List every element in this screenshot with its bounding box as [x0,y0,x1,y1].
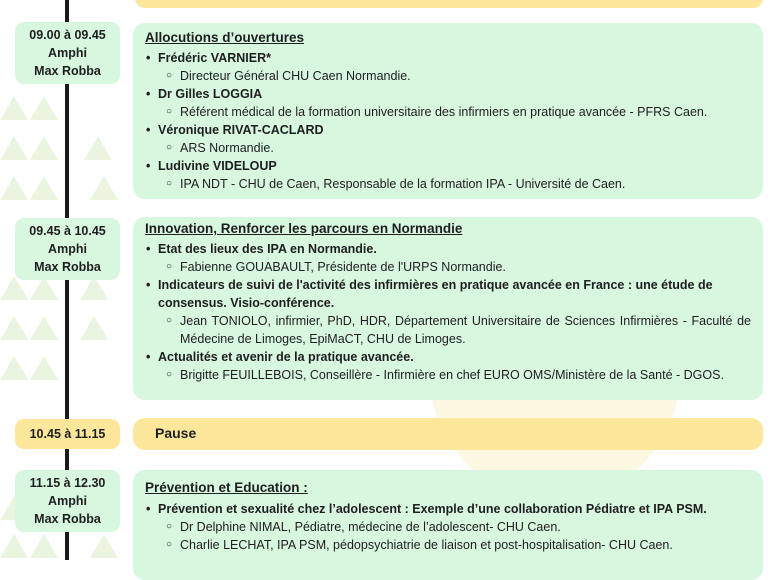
session-room-name: Max Robba [34,260,101,274]
session-time-box [15,218,120,280]
session-title: Innovation, Renforcer les parcours en Normandie [145,221,463,236]
session-time: 09.45 à 10.45 [29,224,106,238]
talk-title: Etat des lieux des IPA en Normandie. [158,242,377,256]
pause-bar [133,418,763,450]
speaker-item [145,49,751,85]
speaker-role: ○ Référent médical de la formation universitaire des infirmiers en pratique avancée - PFRS Caen. [158,103,751,121]
top-banner [135,0,763,8]
session-content [133,470,763,580]
session-room: Amphi [48,46,87,60]
talk-item [145,276,751,348]
session-title: Prévention et Education : [145,480,308,495]
talk-speaker: ○ Fabienne GOUABAULT, Présidente de l'URPS Normandie. [158,258,751,276]
session-room-name: Max Robba [34,512,101,526]
session-time: 11.15 à 12.30 [29,476,106,490]
talk-title: Prévention et sexualité chez l’adolescent : Exemple d’une collaboration Pédiatre et IPA PSM. [158,502,707,516]
talk-speaker: ○ Dr Delphine NIMAL, Pédiatre, médecine de l’adolescent- CHU Caen. [158,518,751,536]
speaker-role: ○ IPA NDT - CHU de Caen, Responsable de la formation IPA - Université de Caen. [158,175,751,193]
talk-item [145,500,751,554]
pause-time: 10.45 à 11.15 [29,427,106,441]
talk-speaker: ○ Charlie LECHAT, IPA PSM, pédopsychiatrie de liaison et post-hospitalisation- CHU Caen. [158,536,751,554]
pause-time-box [15,419,120,449]
talk-speaker: ○ Brigitte FEUILLEBOIS, Conseillère - Infirmière en chef EURO OMS/Ministère de la Santé - DGOS. [158,366,751,384]
session-room-name: Max Robba [34,64,101,78]
speaker-role: ○ Directeur Général CHU Caen Normandie. [158,67,751,85]
session-room: Amphi [48,242,87,256]
speaker-name: Frédéric VARNIER* [158,51,271,65]
talk-item [145,348,751,384]
session-content [133,23,763,199]
session-time-box [15,22,120,84]
talk-speaker: ○ Jean TONIOLO, infirmier, PhD, HDR, Département Universitaire de Sciences Infirmières - Faculté de Médecine de Limoges, EpiMaCT, CHU de Limoges. [158,312,751,348]
speaker-name: Dr Gilles LOGGIA [158,87,263,101]
talk-title: Actualités et avenir de la pratique avancée. [158,350,414,364]
speaker-name: Véronique RIVAT-CACLARD [158,123,324,137]
speaker-item [145,85,751,121]
session-time-box [15,470,120,532]
session-time: 09.00 à 09.45 [29,28,106,42]
pause-label: Pause [155,425,197,441]
session-room: Amphi [48,494,87,508]
talk-title: Indicateurs de suivi de l'activité des infirmières en pratique avancée en France : une étude de consensus. Visio-conférence. [158,278,713,310]
speaker-item [145,121,751,157]
session-content [133,217,763,400]
speaker-role: ○ ARS Normandie. [158,139,751,157]
speaker-name: Ludivine VIDELOUP [158,159,277,173]
talk-item [145,240,751,276]
speaker-item [145,157,751,193]
session-title: Allocutions d’ouvertures [145,30,305,45]
